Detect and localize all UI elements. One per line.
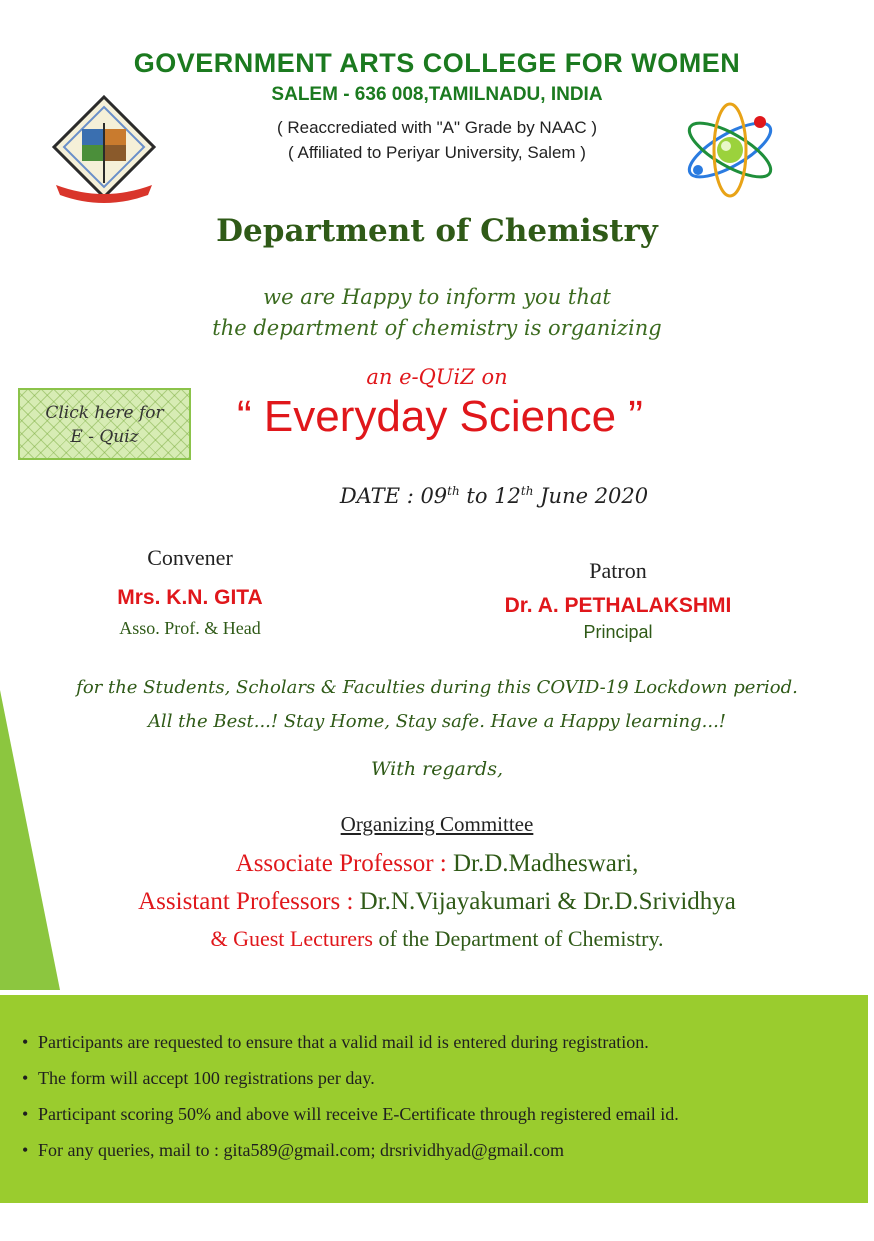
note-text: For any queries, mail to : gita589@gmail.com; drsrividhyad@gmail.com bbox=[38, 1140, 565, 1160]
patron-role: Patron bbox=[589, 558, 647, 583]
committee-prefix: & bbox=[210, 926, 234, 951]
note-item bbox=[22, 1030, 862, 1066]
date-prefix: DATE : 09 bbox=[339, 484, 448, 508]
college-emblem-icon bbox=[48, 93, 160, 205]
quiz-title: “ Everyday Science ” bbox=[237, 392, 643, 441]
date-sup: th bbox=[520, 484, 534, 498]
patron-title: Principal bbox=[583, 622, 653, 642]
committee-assistants bbox=[0, 888, 874, 916]
bullet-icon: • bbox=[22, 1140, 29, 1160]
convener-title: Asso. Prof. & Head bbox=[119, 618, 261, 638]
committee-heading: Organizing Committee bbox=[340, 812, 534, 836]
bullet-icon: • bbox=[22, 1032, 29, 1052]
accreditation-note: ( Reaccrediated with "A" Grade by NAAC ) bbox=[276, 118, 598, 137]
patron-name: Dr. A. PETHALAKSHMI bbox=[504, 594, 732, 617]
committee-role: Assistant Professors : bbox=[138, 888, 360, 915]
college-address: SALEM - 636 008,TAMILNADU, INDIA bbox=[271, 84, 603, 105]
equiz-link-button[interactable] bbox=[18, 388, 191, 460]
committee-member: Dr.N.Vijayakumari & Dr.D.Srividhya bbox=[359, 888, 736, 915]
convener-role: Convener bbox=[147, 545, 233, 570]
note-text: Participants are requested to ensure that a valid mail id is entered during registration. bbox=[38, 1032, 649, 1052]
bullet-icon: • bbox=[22, 1068, 29, 1088]
date-mid: to 12 bbox=[459, 484, 521, 508]
note-text: Participant scoring 50% and above will receive E-Certificate through registered email id. bbox=[38, 1104, 679, 1124]
notes-list bbox=[22, 1030, 862, 1174]
committee-role: Associate Professor : bbox=[235, 850, 453, 877]
committee-role: Guest Lecturers bbox=[233, 926, 373, 951]
wishes-message: All the Best...! Stay Home, Stay safe. Have a Happy learning...! bbox=[147, 711, 727, 732]
note-item bbox=[22, 1102, 862, 1138]
atom-icon bbox=[680, 100, 780, 200]
affiliation-note: ( Affiliated to Periyar University, Salem ) bbox=[288, 143, 586, 162]
bullet-icon: • bbox=[22, 1104, 29, 1124]
regards-message: With regards, bbox=[370, 758, 504, 780]
intro-line: the department of chemistry is organizing bbox=[212, 316, 662, 340]
convener-name: Mrs. K.N. GITA bbox=[117, 586, 263, 609]
equiz-label: an e-QUiZ on bbox=[366, 365, 508, 389]
date-suffix: June 2020 bbox=[533, 484, 649, 508]
committee-associate bbox=[0, 850, 874, 878]
note-item bbox=[22, 1138, 862, 1174]
equiz-link-line-1: Click here for bbox=[45, 403, 164, 423]
committee-member: of the Department of Chemistry. bbox=[372, 926, 664, 951]
audience-message: for the Students, Scholars & Faculties during this COVID-19 Lockdown period. bbox=[76, 677, 798, 698]
note-text: The form will accept 100 registrations per day. bbox=[38, 1068, 375, 1088]
college-name: GOVERNMENT ARTS COLLEGE FOR WOMEN bbox=[133, 48, 741, 78]
equiz-link-line-2: E - Quiz bbox=[70, 427, 139, 447]
committee-guests bbox=[0, 926, 874, 952]
committee-member: Dr.D.Madheswari, bbox=[452, 850, 639, 877]
note-item bbox=[22, 1066, 862, 1102]
intro-line: we are Happy to inform you that bbox=[263, 285, 611, 309]
department-title: Department of Chemistry bbox=[216, 213, 658, 249]
quiz-date bbox=[0, 484, 874, 508]
date-sup: th bbox=[447, 484, 460, 498]
